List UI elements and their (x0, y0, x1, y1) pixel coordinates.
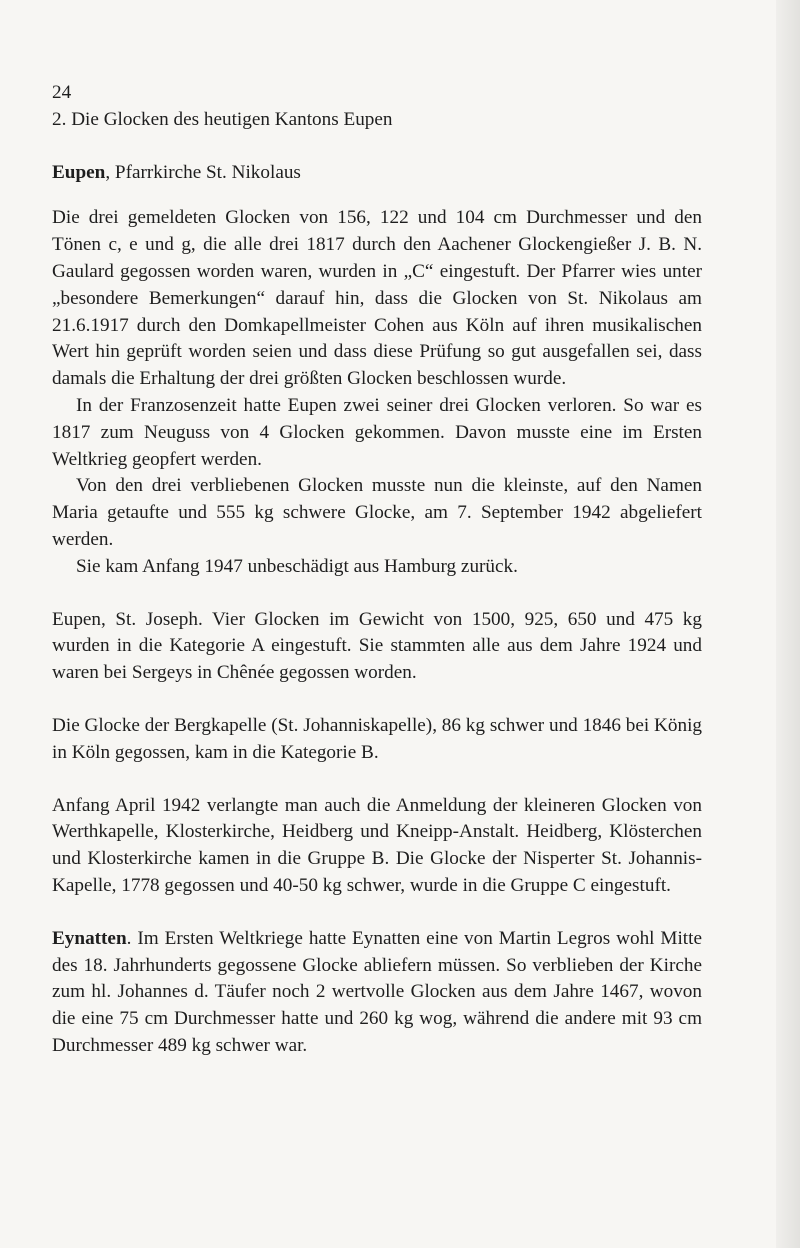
paragraph-8 (52, 926, 702, 1060)
book-page (52, 80, 702, 1060)
paragraph-4: Sie kam Anfang 1947 unbeschädigt aus Hamburg zurück. (76, 555, 518, 577)
paragraph-5: Eupen, St. Joseph. Vier Glocken im Gewicht von 1500, 925, 650 und 475 kg wurden in die Kategorie A eingestuft. Sie stammten alle aus dem Jahre 1924 und waren bei Sergeys in Chênée gegossen worden. (52, 608, 702, 684)
paragraph-8-text: . Im Ersten Weltkriege hatte Eynatten eine von Martin Legros wohl Mitte des 18. Jahrhunderts gegossene Glocke abliefern müssen. So verblieben der Kirche zum hl. Johannes d. Täufer noch 2 wertvolle Glocken aus dem Jahre 1467, wovon die eine 75 cm Durchmesser hatte und 260 kg wog, während die andere mit 93 cm Durchmesser 489 kg schwer war. (52, 927, 702, 1056)
paragraph-3: Von den drei verbliebenen Glocken musste nun die kleinste, auf den Namen Maria getaufte und 555 kg schwere Glocke, am 7. September 1942 abgeliefert werden. (52, 475, 702, 550)
page-number: 24 (52, 82, 72, 103)
section-heading-rest: , Pfarrkirche St. Nikolaus (105, 161, 301, 183)
paragraph-7: Anfang April 1942 verlangte man auch die Anmeldung der kleineren Glocken von Werthkapelle, Klosterkirche, Heidberg und Kneipp-Anstalt. Heidberg, Klösterchen und Klosterkirche kamen in die Gruppe B. Die Glocke der Nisperter St. Johannis-Kapelle, 1778 gegossen und 40-50 kg schwer, wurde in die Gruppe C eingestuft. (52, 794, 702, 896)
paragraph-8-heading: Eynatten (52, 927, 127, 949)
section-heading-eupen (52, 160, 702, 187)
paragraph-1: Die drei gemeldeten Glocken von 156, 122 und 104 cm Durchmesser und den Tönen c, e und g, die alle drei 1817 durch den Aachener Glockengießer J. B. N. Gaulard gegossen worden waren, wurden in „C“ eingestuft. Der Pfarrer wies unter „besondere Bemerkungen“ darauf hin, dass die Glocken von St. Nikolaus am 21.6.1917 durch den Domkapellmeister Cohen aus Köln auf ihren musikalischen Wert hin geprüft worden seien und dass diese Prüfung so gut ausgefallen sei, dass damals die Erhaltung der drei größten Glocken beschlossen wurde. (52, 207, 702, 390)
paragraph-6: Die Glocke der Bergkapelle (St. Johanniskapelle), 86 kg schwer und 1846 bei König in Köln gegossen, kam in die Kategorie B. (52, 714, 702, 763)
paragraph-2: In der Franzosenzeit hatte Eupen zwei seiner drei Glocken verloren. So war es 1817 zum Neuguss von 4 Glocken gekommen. Davon musste eine im Ersten Weltkrieg geopfert werden. (52, 394, 702, 470)
section-heading-bold: Eupen (52, 161, 106, 183)
chapter-title: 2. Die Glocken des heutigen Kantons Eupen (52, 108, 393, 130)
page-edge (776, 0, 800, 1248)
